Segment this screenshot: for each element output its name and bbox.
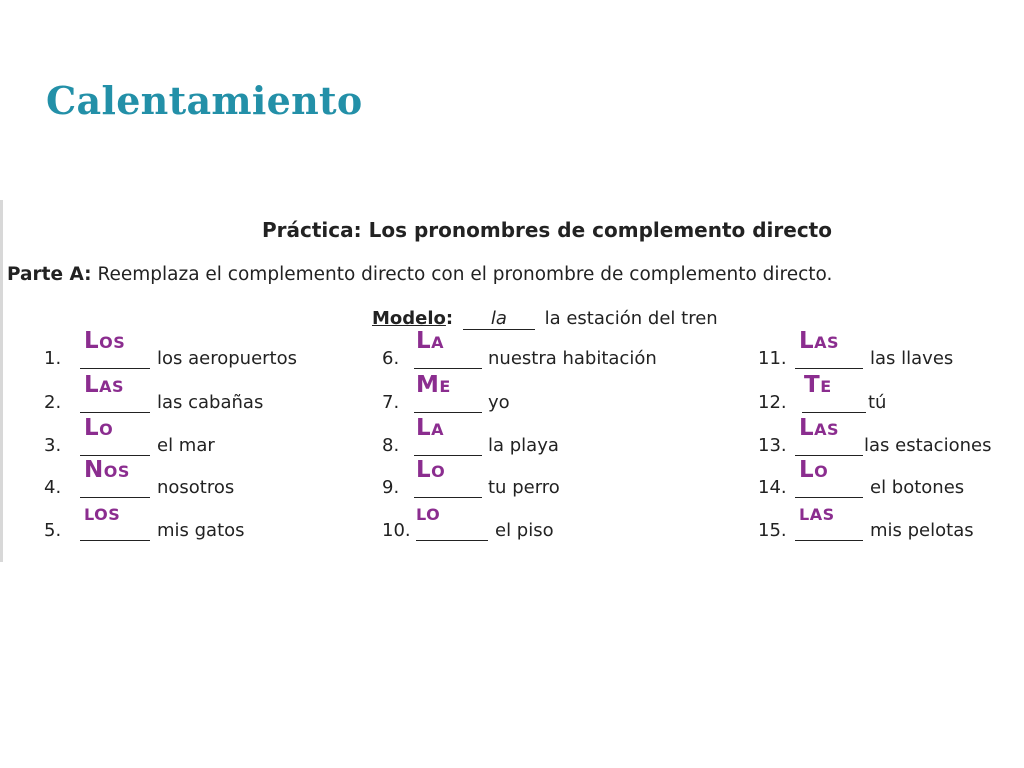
item-phrase: yo (488, 392, 510, 413)
item-number: 11. (758, 348, 787, 369)
item-number: 7. (382, 392, 400, 413)
item-phrase: el botones (870, 477, 965, 498)
item-phrase: la playa (488, 435, 559, 456)
item-number: 5. (44, 520, 62, 541)
slide-title: Calentamiento (46, 78, 363, 123)
handwritten-answer: La (416, 328, 445, 354)
item-phrase: tu perro (488, 477, 560, 498)
instructions-text: Reemplaza el complemento directo con el pronombre de complemento directo. (97, 264, 833, 285)
item-number: 14. (758, 477, 787, 498)
item-phrase: las estaciones (864, 435, 992, 456)
item-number: 10. (382, 520, 411, 541)
handwritten-answer: Las (84, 372, 125, 398)
item-phrase: nuestra habitación (488, 348, 657, 369)
item-phrase: tú (868, 392, 887, 413)
item-phrase: el mar (157, 435, 215, 456)
item-number: 2. (44, 392, 62, 413)
answer-blank (795, 497, 863, 498)
item-phrase: nosotros (157, 477, 235, 498)
handwritten-answer: Te (804, 372, 832, 398)
answer-blank (414, 412, 482, 413)
handwritten-answer: Lo (416, 457, 446, 483)
handwritten-answer: Las (799, 415, 840, 441)
item-phrase: mis gatos (157, 520, 245, 541)
handwritten-answer: Las (799, 328, 840, 354)
item-number: 1. (44, 348, 62, 369)
handwritten-answer: Los (84, 328, 126, 354)
answer-blank (416, 540, 488, 541)
answer-blank (414, 368, 482, 369)
model-phrase: la estación del tren (544, 308, 718, 329)
model-colon: : (445, 308, 454, 329)
answer-blank (80, 412, 150, 413)
answer-blank (795, 455, 863, 456)
item-number: 6. (382, 348, 400, 369)
answer-blank (80, 540, 150, 541)
item-number: 13. (758, 435, 787, 456)
handwritten-answer: Me (416, 372, 451, 398)
handwritten-answer: Lo (84, 415, 114, 441)
model-label: Modelo (372, 308, 446, 329)
answer-blank (802, 412, 866, 413)
instructions-label: Parte A: (7, 264, 92, 285)
item-phrase: los aeropuertos (157, 348, 297, 369)
worksheet-title: Práctica: Los pronombres de complemento directo (262, 218, 832, 242)
answer-blank (414, 497, 482, 498)
item-phrase: mis pelotas (870, 520, 974, 541)
item-phrase: las llaves (870, 348, 954, 369)
answer-blank (795, 368, 863, 369)
handwritten-answer: La (416, 415, 445, 441)
worksheet-edge (0, 200, 3, 562)
item-number: 3. (44, 435, 62, 456)
handwritten-answer: las (799, 500, 835, 526)
item-phrase: el piso (495, 520, 554, 541)
answer-blank (414, 455, 482, 456)
item-number: 15. (758, 520, 787, 541)
answer-blank (80, 497, 150, 498)
item-phrase: las cabañas (157, 392, 264, 413)
model-answer: la (463, 309, 535, 330)
item-number: 12. (758, 392, 787, 413)
item-number: 9. (382, 477, 400, 498)
handwritten-answer: Lo (799, 457, 829, 483)
answer-blank (80, 368, 150, 369)
item-number: 4. (44, 477, 62, 498)
answer-blank (795, 540, 863, 541)
item-number: 8. (382, 435, 400, 456)
answer-blank (80, 455, 150, 456)
instructions (7, 264, 832, 285)
model-example (372, 308, 718, 330)
handwritten-answer: Nos (84, 457, 130, 483)
handwritten-answer: los (84, 500, 121, 526)
handwritten-answer: lo (416, 500, 441, 526)
